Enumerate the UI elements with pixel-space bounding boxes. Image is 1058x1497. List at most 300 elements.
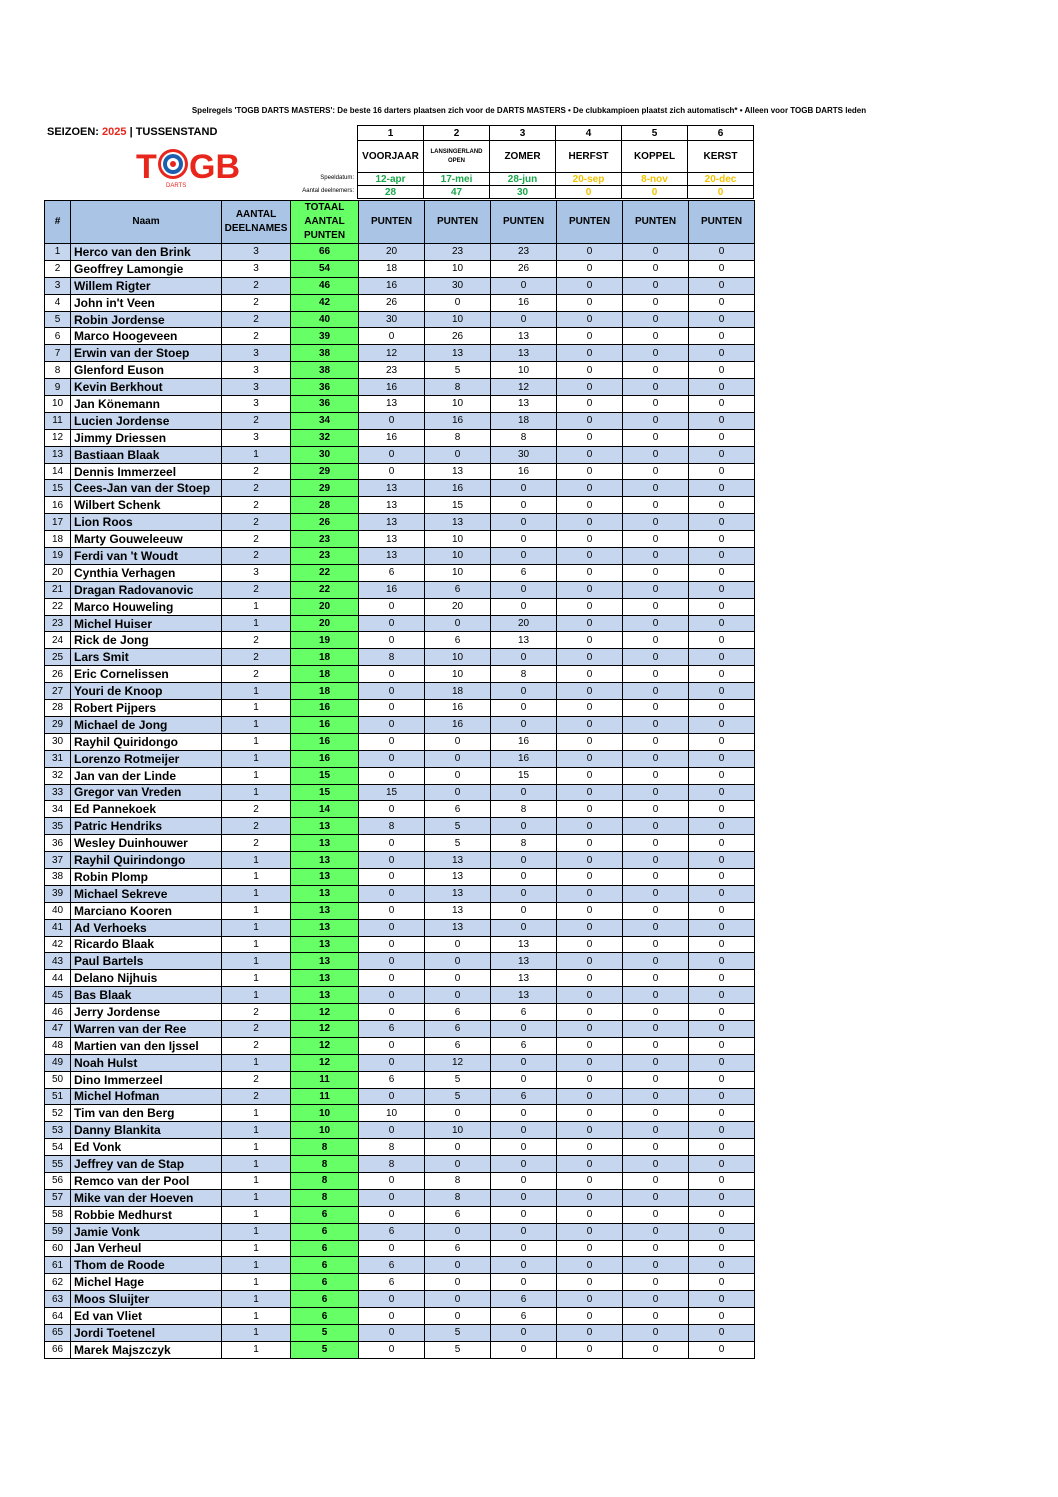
total-points: 11 [291,1071,359,1088]
points-koppel: 0 [623,396,689,413]
points-koppel: 0 [623,1105,689,1122]
event-number: 6 [688,126,754,141]
entries: 1 [222,953,291,970]
entries: 3 [222,345,291,362]
points-koppel: 0 [623,598,689,615]
points-kerst: 0 [689,919,755,936]
points-kerst: 0 [689,936,755,953]
season-status: | TUSSENSTAND [129,126,218,138]
points-herfst: 0 [557,1325,623,1342]
entries: 3 [222,362,291,379]
points-koppel: 0 [623,446,689,463]
points-voorjaar: 0 [359,1325,425,1342]
points-koppel: 0 [623,683,689,700]
points-herfst: 0 [557,1139,623,1156]
total-points: 6 [291,1308,359,1325]
entries: 1 [222,987,291,1004]
points-herfst: 0 [557,1020,623,1037]
total-points: 13 [291,970,359,987]
total-points: 12 [291,1020,359,1037]
entries: 1 [222,733,291,750]
points-zomer: 0 [491,1172,557,1189]
points-koppel: 0 [623,868,689,885]
player-name: Martien van den Ijssel [71,1037,222,1054]
points-lansingerland: 8 [425,379,491,396]
entries: 1 [222,1308,291,1325]
table-row [45,328,755,345]
points-herfst: 0 [557,548,623,565]
table-row [45,446,755,463]
points-voorjaar: 8 [359,1139,425,1156]
points-lansingerland: 6 [425,801,491,818]
table-row [45,531,755,548]
points-kerst: 0 [689,531,755,548]
rank: 48 [45,1037,71,1054]
points-zomer: 13 [491,345,557,362]
points-koppel: 0 [623,953,689,970]
points-zomer: 0 [491,1105,557,1122]
points-voorjaar: 8 [359,818,425,835]
points-herfst: 0 [557,632,623,649]
total-points: 12 [291,1004,359,1021]
player-name: Lion Roos [71,514,222,531]
col-points-6: PUNTEN [689,201,755,244]
svg-text:GB: GB [189,148,240,186]
points-lansingerland: 6 [425,1037,491,1054]
table-row [45,412,755,429]
total-points: 13 [291,953,359,970]
points-herfst: 0 [557,700,623,717]
points-koppel: 0 [623,615,689,632]
total-points: 6 [291,1291,359,1308]
points-voorjaar: 0 [359,885,425,902]
player-name: Marek Majszczyk [71,1341,222,1358]
points-voorjaar: 0 [359,936,425,953]
table-row [45,801,755,818]
points-kerst: 0 [689,379,755,396]
player-name: Jan Verheul [71,1240,222,1257]
total-points: 38 [291,345,359,362]
table-row [45,1291,755,1308]
points-lansingerland: 0 [425,1308,491,1325]
points-zomer: 16 [491,294,557,311]
points-herfst: 0 [557,683,623,700]
points-lansingerland: 5 [425,1071,491,1088]
points-voorjaar: 16 [359,429,425,446]
rank: 11 [45,412,71,429]
points-zomer: 12 [491,379,557,396]
points-voorjaar: 0 [359,1004,425,1021]
points-kerst: 0 [689,1088,755,1105]
points-lansingerland: 6 [425,1206,491,1223]
rank: 28 [45,700,71,717]
points-koppel: 0 [623,818,689,835]
rank: 63 [45,1291,71,1308]
points-koppel: 0 [623,480,689,497]
points-koppel: 0 [623,716,689,733]
player-name: Jamie Vonk [71,1223,222,1240]
rank: 10 [45,396,71,413]
table-row [45,379,755,396]
player-name: Marciano Kooren [71,902,222,919]
player-name: Michael de Jong [71,716,222,733]
entries: 2 [222,649,291,666]
entries: 2 [222,480,291,497]
table-row [45,1004,755,1021]
player-name: Jeffrey van de Stap [71,1156,222,1173]
entries: 1 [222,716,291,733]
table-row [45,1206,755,1223]
table-row [45,953,755,970]
table-row [45,649,755,666]
points-herfst: 0 [557,885,623,902]
total-points: 6 [291,1223,359,1240]
points-zomer: 6 [491,1088,557,1105]
table-row [45,1274,755,1291]
table-row [45,852,755,869]
points-voorjaar: 23 [359,362,425,379]
total-points: 15 [291,784,359,801]
event-participants: 0 [622,186,688,199]
rank: 41 [45,919,71,936]
player-name: Ad Verhoeks [71,919,222,936]
points-kerst: 0 [689,750,755,767]
points-kerst: 0 [689,1105,755,1122]
logo-sub: DARTS [166,183,187,188]
rank: 7 [45,345,71,362]
points-koppel: 0 [623,700,689,717]
points-lansingerland: 13 [425,345,491,362]
points-zomer: 13 [491,632,557,649]
points-koppel: 0 [623,1257,689,1274]
points-voorjaar: 0 [359,446,425,463]
points-lansingerland: 10 [425,649,491,666]
points-koppel: 0 [623,1189,689,1206]
points-zomer: 0 [491,598,557,615]
points-kerst: 0 [689,784,755,801]
player-name: Ed Pannekoek [71,801,222,818]
points-zomer: 16 [491,750,557,767]
points-herfst: 0 [557,852,623,869]
points-lansingerland: 5 [425,835,491,852]
points-voorjaar: 12 [359,345,425,362]
rank: 57 [45,1189,71,1206]
points-koppel: 0 [623,1122,689,1139]
points-kerst: 0 [689,852,755,869]
points-kerst: 0 [689,632,755,649]
points-kerst: 0 [689,480,755,497]
points-voorjaar: 0 [359,700,425,717]
points-voorjaar: 16 [359,581,425,598]
points-kerst: 0 [689,1156,755,1173]
total-points: 23 [291,548,359,565]
event-date: 20-sep [556,173,622,186]
points-kerst: 0 [689,683,755,700]
points-lansingerland: 0 [425,1223,491,1240]
player-name: Michel Hage [71,1274,222,1291]
points-voorjaar: 0 [359,1122,425,1139]
player-name: Lars Smit [71,649,222,666]
table-row [45,548,755,565]
event-number: 3 [490,126,556,141]
player-name: Paul Bartels [71,953,222,970]
rank: 12 [45,429,71,446]
rank: 49 [45,1054,71,1071]
points-koppel: 0 [623,581,689,598]
event-name: ZOMER [490,141,556,173]
col-rank: # [45,201,71,244]
points-lansingerland: 13 [425,514,491,531]
table-row [45,294,755,311]
event-participants: 30 [490,186,556,199]
total-points: 13 [291,868,359,885]
table-row [45,244,755,261]
points-voorjaar: 0 [359,953,425,970]
table-row [45,581,755,598]
points-herfst: 0 [557,429,623,446]
entries: 2 [222,632,291,649]
points-kerst: 0 [689,1325,755,1342]
points-voorjaar: 0 [359,598,425,615]
table-row [45,1189,755,1206]
participants-label: Aantal deelnemers: [302,188,354,194]
points-koppel: 0 [623,767,689,784]
points-herfst: 0 [557,936,623,953]
points-herfst: 0 [557,1308,623,1325]
rank: 58 [45,1206,71,1223]
points-herfst: 0 [557,598,623,615]
points-herfst: 0 [557,801,623,818]
rank: 5 [45,311,71,328]
points-koppel: 0 [623,919,689,936]
points-voorjaar: 0 [359,767,425,784]
points-voorjaar: 6 [359,1223,425,1240]
player-name: Erwin van der Stoep [71,345,222,362]
entries: 1 [222,1274,291,1291]
points-herfst: 0 [557,868,623,885]
points-zomer: 0 [491,497,557,514]
points-herfst: 0 [557,767,623,784]
entries: 1 [222,1257,291,1274]
points-herfst: 0 [557,379,623,396]
points-herfst: 0 [557,277,623,294]
total-points: 6 [291,1240,359,1257]
points-voorjaar: 18 [359,260,425,277]
table-row [45,683,755,700]
points-kerst: 0 [689,987,755,1004]
table-row [45,1071,755,1088]
entries: 2 [222,412,291,429]
points-herfst: 0 [557,396,623,413]
points-zomer: 0 [491,649,557,666]
entries: 1 [222,852,291,869]
points-lansingerland: 0 [425,987,491,1004]
points-kerst: 0 [689,1020,755,1037]
points-voorjaar: 6 [359,1071,425,1088]
points-zomer: 13 [491,953,557,970]
points-voorjaar: 0 [359,615,425,632]
entries: 2 [222,497,291,514]
points-voorjaar: 0 [359,328,425,345]
rank: 24 [45,632,71,649]
points-kerst: 0 [689,446,755,463]
season-year: 2025 [102,126,127,138]
points-kerst: 0 [689,1037,755,1054]
points-zomer: 0 [491,885,557,902]
points-herfst: 0 [557,716,623,733]
points-koppel: 0 [623,936,689,953]
points-lansingerland: 13 [425,463,491,480]
points-zomer: 0 [491,1341,557,1358]
table-row [45,919,755,936]
points-koppel: 0 [623,1291,689,1308]
points-herfst: 0 [557,1274,623,1291]
entries: 1 [222,868,291,885]
points-voorjaar: 0 [359,868,425,885]
total-points: 46 [291,277,359,294]
table-row [45,1257,755,1274]
rank: 2 [45,260,71,277]
entries: 2 [222,1020,291,1037]
points-koppel: 0 [623,1240,689,1257]
rank: 64 [45,1308,71,1325]
entries: 1 [222,919,291,936]
table-row [45,463,755,480]
points-kerst: 0 [689,1341,755,1358]
points-voorjaar: 6 [359,1274,425,1291]
points-voorjaar: 30 [359,311,425,328]
event-number: 5 [622,126,688,141]
event-participants: 0 [688,186,754,199]
table-row [45,1325,755,1342]
total-points: 23 [291,531,359,548]
points-koppel: 0 [623,294,689,311]
points-zomer: 23 [491,244,557,261]
points-kerst: 0 [689,801,755,818]
points-herfst: 0 [557,1257,623,1274]
points-lansingerland: 16 [425,716,491,733]
rank: 38 [45,868,71,885]
points-koppel: 0 [623,514,689,531]
rank: 23 [45,615,71,632]
points-voorjaar: 0 [359,412,425,429]
table-row [45,666,755,683]
points-voorjaar: 13 [359,396,425,413]
event-date: 12-apr [358,173,424,186]
rank: 30 [45,733,71,750]
total-points: 19 [291,632,359,649]
points-lansingerland: 10 [425,260,491,277]
player-name: Mike van der Hoeven [71,1189,222,1206]
event-date: 28-jun [490,173,556,186]
points-herfst: 0 [557,1054,623,1071]
table-row [45,835,755,852]
points-kerst: 0 [689,581,755,598]
player-name: Michel Hofman [71,1088,222,1105]
points-herfst: 0 [557,1172,623,1189]
col-points-2: PUNTEN [425,201,491,244]
points-lansingerland: 5 [425,1341,491,1358]
player-name: John in't Veen [71,294,222,311]
points-kerst: 0 [689,649,755,666]
points-herfst: 0 [557,1071,623,1088]
points-kerst: 0 [689,868,755,885]
player-name: Ed van Vliet [71,1308,222,1325]
points-zomer: 30 [491,446,557,463]
points-voorjaar: 26 [359,294,425,311]
points-herfst: 0 [557,902,623,919]
total-points: 29 [291,480,359,497]
points-voorjaar: 0 [359,1088,425,1105]
points-herfst: 0 [557,733,623,750]
points-koppel: 0 [623,835,689,852]
points-koppel: 0 [623,564,689,581]
points-voorjaar: 13 [359,548,425,565]
points-voorjaar: 0 [359,750,425,767]
points-zomer: 0 [491,581,557,598]
entries: 2 [222,514,291,531]
points-lansingerland: 13 [425,902,491,919]
points-lansingerland: 10 [425,1122,491,1139]
points-voorjaar: 0 [359,1341,425,1358]
player-name: Danny Blankita [71,1122,222,1139]
total-points: 40 [291,311,359,328]
total-points: 54 [291,260,359,277]
points-kerst: 0 [689,1291,755,1308]
player-name: Kevin Berkhout [71,379,222,396]
points-herfst: 0 [557,1291,623,1308]
rank: 53 [45,1122,71,1139]
total-points: 6 [291,1257,359,1274]
player-name: Herco van den Brink [71,244,222,261]
points-koppel: 0 [623,463,689,480]
rank: 26 [45,666,71,683]
player-name: Eric Cornelissen [71,666,222,683]
date-label: Speeldatum: [320,175,354,181]
event-header-table [357,125,754,199]
table-row [45,1341,755,1358]
points-zomer: 0 [491,1189,557,1206]
points-lansingerland: 20 [425,598,491,615]
points-kerst: 0 [689,429,755,446]
points-koppel: 0 [623,649,689,666]
table-row [45,1223,755,1240]
player-name: Thom de Roode [71,1257,222,1274]
points-kerst: 0 [689,1206,755,1223]
player-name: Marty Gouweleeuw [71,531,222,548]
rank: 44 [45,970,71,987]
total-points: 29 [291,463,359,480]
col-points-3: PUNTEN [491,201,557,244]
entries: 2 [222,531,291,548]
table-row [45,936,755,953]
points-zomer: 0 [491,480,557,497]
player-name: Marco Hoogeveen [71,328,222,345]
points-voorjaar: 0 [359,1291,425,1308]
table-row [45,345,755,362]
table-row [45,277,755,294]
points-zomer: 13 [491,987,557,1004]
points-lansingerland: 6 [425,1240,491,1257]
entries: 2 [222,666,291,683]
entries: 2 [222,581,291,598]
total-points: 6 [291,1206,359,1223]
points-herfst: 0 [557,835,623,852]
rank: 39 [45,885,71,902]
points-zomer: 6 [491,1037,557,1054]
points-lansingerland: 0 [425,1139,491,1156]
points-kerst: 0 [689,328,755,345]
